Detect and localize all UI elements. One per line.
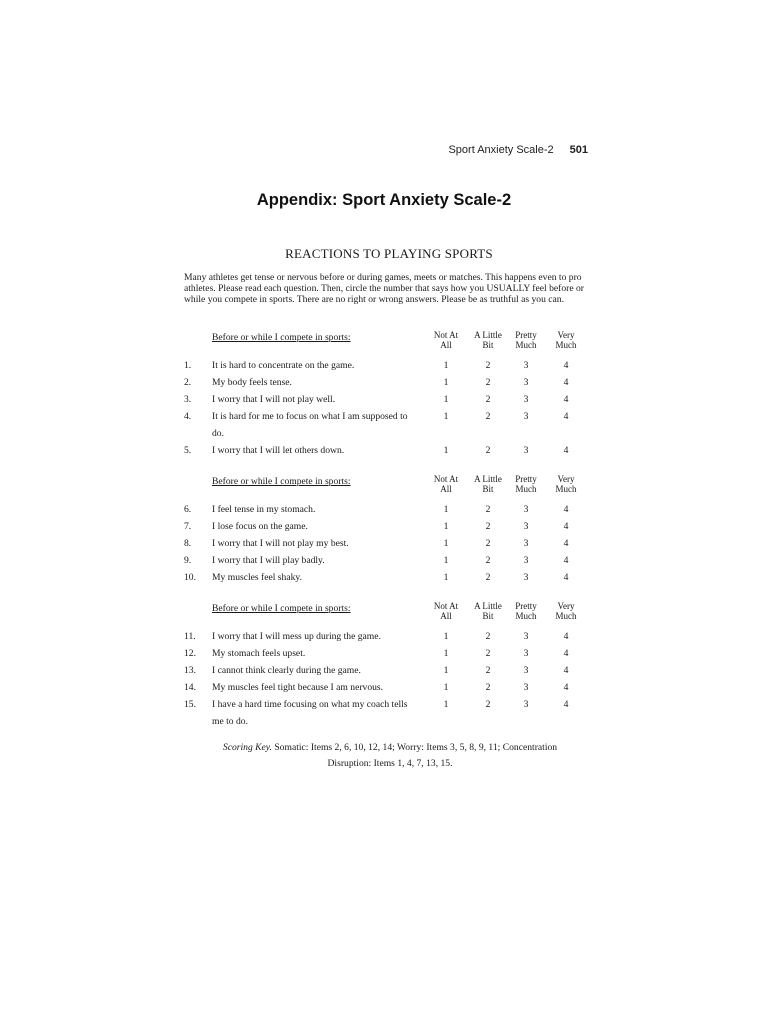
scale-header-line-2: Much	[515, 483, 537, 494]
item-number: 1.	[184, 360, 192, 371]
running-head-title: Sport Anxiety Scale-2	[448, 144, 554, 156]
rating-option[interactable]: 4	[563, 682, 569, 693]
rating-option[interactable]: 2	[485, 411, 491, 422]
rating-option[interactable]: 1	[443, 631, 449, 642]
scale-column-header	[541, 331, 591, 350]
item-text: My muscles feel shaky.	[212, 572, 302, 583]
rating-option[interactable]: 1	[443, 538, 449, 549]
scale-header-line-2: All	[440, 339, 452, 350]
rating-option[interactable]: 3	[523, 648, 529, 659]
scale-header-line-2: Much	[555, 339, 577, 350]
questionnaire-title: REACTIONS TO PLAYING SPORTS	[285, 246, 493, 261]
item-text: I worry that I will play badly.	[212, 555, 325, 566]
item-text: I have a hard time focusing on what my coach tells me to do.	[212, 699, 408, 727]
rating-option[interactable]: 1	[443, 521, 449, 532]
item-number: 7.	[184, 521, 192, 532]
item-text: My muscles feel tight because I am nervous.	[212, 682, 384, 693]
scale-header-line-1: Pretty	[515, 330, 537, 340]
rating-option[interactable]: 2	[485, 665, 491, 676]
item-text: It is hard for me to focus on what I am supposed to do.	[212, 411, 408, 439]
rating-option[interactable]: 1	[443, 360, 449, 371]
item-text: My body feels tense.	[212, 377, 292, 388]
rating-option[interactable]: 2	[485, 555, 491, 566]
rating-option[interactable]: 3	[523, 521, 529, 532]
item-number: 13.	[184, 665, 196, 676]
item-text: I worry that I will mess up during the game.	[212, 631, 381, 642]
scale-header-line-1: Pretty	[515, 474, 537, 484]
scale-header-line-2: Much	[515, 339, 537, 350]
rating-option[interactable]: 4	[563, 504, 569, 515]
section-label: Before or while I compete in sports:	[212, 476, 351, 487]
rating-option[interactable]: 2	[485, 648, 491, 659]
rating-option[interactable]: 2	[485, 394, 491, 405]
item-text: I worry that I will not play well.	[212, 394, 336, 405]
scale-header-line-2: Much	[515, 610, 537, 621]
item-number: 2.	[184, 377, 192, 388]
scale-header-line-2: Bit	[482, 483, 494, 494]
rating-option[interactable]: 1	[443, 682, 449, 693]
scale-header-line-2: Much	[555, 483, 577, 494]
rating-option[interactable]: 3	[523, 699, 529, 710]
scale-header-line-1: Not At	[433, 474, 459, 484]
rating-option[interactable]: 1	[443, 572, 449, 583]
rating-option[interactable]: 1	[443, 699, 449, 710]
item-text: I worry that I will let others down.	[212, 445, 345, 456]
rating-option[interactable]: 2	[485, 572, 491, 583]
rating-option[interactable]: 2	[485, 699, 491, 710]
item-number: 8.	[184, 538, 192, 549]
rating-option[interactable]: 1	[443, 411, 449, 422]
rating-option[interactable]: 4	[563, 631, 569, 642]
rating-option[interactable]: 3	[523, 445, 529, 456]
rating-option[interactable]: 1	[443, 648, 449, 659]
rating-option[interactable]: 2	[485, 682, 491, 693]
page-title: Appendix: Sport Anxiety Scale-2	[256, 191, 512, 209]
scale-header-line-2: Much	[555, 610, 577, 621]
scoring-key	[184, 740, 596, 772]
item-number: 12.	[184, 648, 196, 659]
rating-option[interactable]: 1	[443, 665, 449, 676]
rating-option[interactable]: 4	[563, 521, 569, 532]
scale-header-line-1: A Little	[474, 601, 502, 611]
rating-option[interactable]: 3	[523, 665, 529, 676]
rating-option[interactable]: 4	[563, 699, 569, 710]
rating-option[interactable]: 4	[563, 411, 569, 422]
item-text: I lose focus on the game.	[212, 521, 308, 532]
scoring-key-line-2: Disruption: Items 1, 4, 7, 13, 15.	[327, 758, 453, 769]
item-text: I worry that I will not play my best.	[212, 538, 349, 549]
item-text: I cannot think clearly during the game.	[212, 665, 361, 676]
scale-header-line-1: A Little	[474, 330, 502, 340]
rating-option[interactable]: 2	[485, 538, 491, 549]
item-number: 3.	[184, 394, 192, 405]
rating-option[interactable]: 2	[485, 504, 491, 515]
item-number: 10.	[184, 572, 196, 583]
item-number: 6.	[184, 504, 192, 515]
scale-header-line-2: All	[440, 610, 452, 621]
rating-option[interactable]: 3	[523, 572, 529, 583]
rating-option[interactable]: 2	[485, 521, 491, 532]
rating-option[interactable]: 1	[443, 394, 449, 405]
scale-header-line-1: Very	[557, 474, 575, 484]
section-label: Before or while I compete in sports:	[212, 603, 351, 614]
running-head	[300, 144, 588, 156]
instructions-paragraph: Many athletes get tense or nervous before or during games, meets or matches. This happens even to pro athletes. Please read each question. Then, circle the number that says how you USUALLY feel before or while you compete in sports. There are no right or wrong answers. Please be as truthful as you can.	[184, 272, 584, 305]
section-label: Before or while I compete in sports:	[212, 332, 351, 343]
rating-option[interactable]: 4	[563, 572, 569, 583]
rating-option[interactable]: 3	[523, 377, 529, 388]
scale-header-line-2: All	[440, 483, 452, 494]
scale-column-header	[541, 475, 591, 494]
scale-header-line-1: Not At	[433, 601, 459, 611]
rating-option[interactable]: 4	[563, 665, 569, 676]
rating-option[interactable]: 4	[563, 538, 569, 549]
rating-option[interactable]: 4	[563, 648, 569, 659]
scale-header-line-2: Bit	[482, 610, 494, 621]
scoring-key-line-1: Somatic: Items 2, 6, 10, 12, 14; Worry: Items 3, 5, 8, 9, 11; Concentration	[274, 742, 558, 753]
rating-option[interactable]: 2	[485, 631, 491, 642]
rating-option[interactable]: 3	[523, 360, 529, 371]
rating-option[interactable]: 4	[563, 555, 569, 566]
rating-option[interactable]: 4	[563, 360, 569, 371]
item-number: 15.	[184, 699, 196, 710]
item-number: 14.	[184, 682, 196, 693]
item-number: 11.	[184, 631, 196, 642]
page-number: 501	[569, 144, 588, 156]
item-text: It is hard to concentrate on the game.	[212, 360, 355, 371]
rating-option[interactable]: 2	[485, 360, 491, 371]
item-text: I feel tense in my stomach.	[212, 504, 316, 515]
rating-option[interactable]: 2	[485, 377, 491, 388]
rating-option[interactable]: 1	[443, 445, 449, 456]
item-text: My stomach feels upset.	[212, 648, 306, 659]
scale-column-header	[541, 602, 591, 621]
rating-option[interactable]: 3	[523, 411, 529, 422]
rating-option[interactable]: 4	[563, 445, 569, 456]
rating-option[interactable]: 3	[523, 682, 529, 693]
rating-option[interactable]: 1	[443, 504, 449, 515]
scale-header-line-1: A Little	[474, 474, 502, 484]
rating-option[interactable]: 4	[563, 394, 569, 405]
scale-header-line-2: Bit	[482, 339, 494, 350]
scoring-key-label: Scoring Key.	[222, 742, 272, 753]
rating-option[interactable]: 4	[563, 377, 569, 388]
rating-option[interactable]: 3	[523, 631, 529, 642]
scale-header-line-1: Not At	[433, 330, 459, 340]
rating-option[interactable]: 3	[523, 504, 529, 515]
item-number: 9.	[184, 555, 192, 566]
rating-option[interactable]: 2	[485, 445, 491, 456]
rating-option[interactable]: 1	[443, 555, 449, 566]
rating-option[interactable]: 1	[443, 377, 449, 388]
item-number: 5.	[184, 445, 192, 456]
item-number: 4.	[184, 411, 192, 422]
rating-option[interactable]: 3	[523, 394, 529, 405]
scale-header-line-1: Very	[557, 330, 575, 340]
scale-header-line-1: Pretty	[515, 601, 537, 611]
rating-option[interactable]: 3	[523, 555, 529, 566]
rating-option[interactable]: 3	[523, 538, 529, 549]
scale-header-line-1: Very	[557, 601, 575, 611]
